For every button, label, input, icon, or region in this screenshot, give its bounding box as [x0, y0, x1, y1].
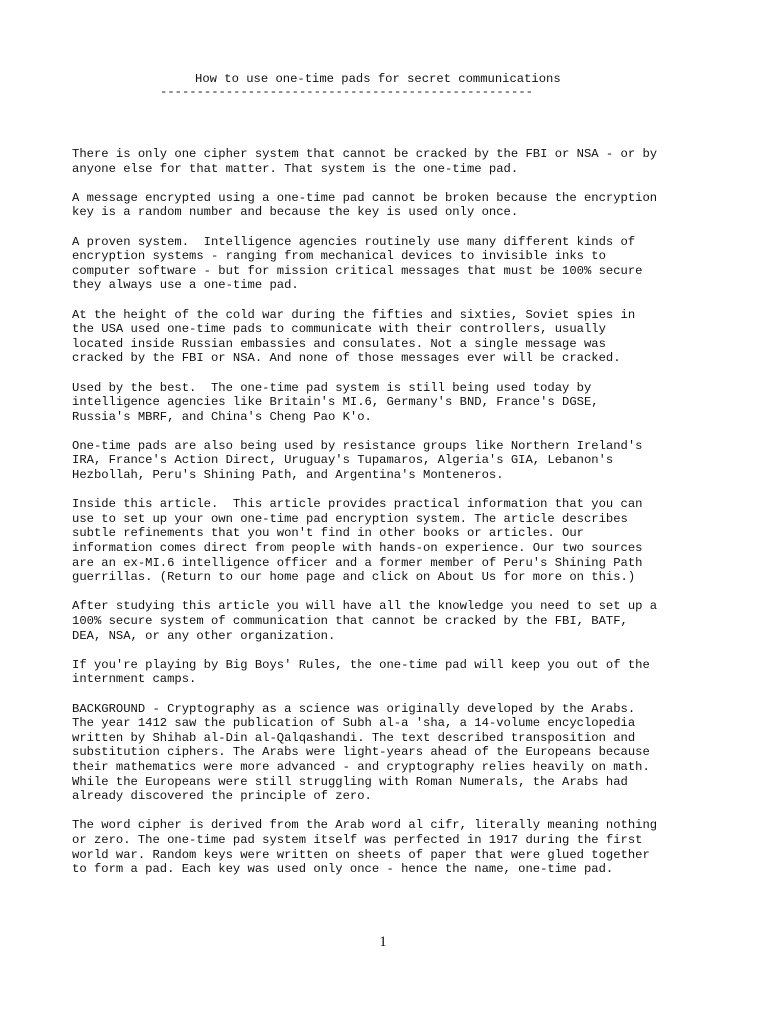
document-title: How to use one-time pads for secret communications [195, 72, 561, 86]
page-number-label: 1 [379, 934, 387, 950]
paragraph-inside-article: Inside this article. This article provides practical information that you can use to set up your own one-time pad encryption system. The article describes subtle refinements that you won't find in other books or articles. Our information comes direct from people with hands-on experience. Our two sources are an ex-MI.6 intelligence officer and a former member of Peru's Shining Path guerrillas. (Return to our home page and click on About Us for more on this.) [72, 497, 643, 585]
paragraph-used-by-best: Used by the best. The one-time pad system is still being used today by intelligence agencies like Britain's MI.6, Germany's BND, France's DGSE, Russia's MBRF, and China's Cheng Pao K'o. [72, 380, 599, 424]
page-number [0, 933, 768, 951]
paragraph-intro: There is only one cipher system that cannot be cracked by the FBI or NSA - or by anyone else for that matter. That system is the one-time pad. [72, 147, 658, 176]
paragraph-encryption: A message encrypted using a one-time pad cannot be broken because the encryption key is a random number and because the key is used only once. [72, 190, 658, 220]
article-body [72, 147, 692, 891]
paragraph-cold-war: At the height of the cold war during the fifties and sixties, Soviet spies in the USA used one-time pads to communicate with their controllers, usually located inside Russian embassies and consulates. Not a single message was cracked by the FBI or NSA. And none of those messages ever will be cracked. [72, 307, 636, 366]
paragraph-big-boys-rules: If you're playing by Big Boys' Rules, the one-time pad will keep you out of the internment camps. [72, 657, 650, 687]
paragraph-word-cipher: The word cipher is derived from the Arab word al cifr, literally meaning nothing or zero. The one-time pad system itself was perfected in 1917 during the first world war. Random keys were written on sheets of paper that were glued together to form a pad. Each key was used only once - hence the name, one-time pad. [72, 818, 658, 877]
paragraph-background: BACKGROUND - Cryptography as a science was originally developed by the Arabs. The year 1412 saw the publication of Subh al-a 'sha, a 14-volume encyclopedia written by Shihab al-Din al-Qalqashandi. The text described transposition and substitution ciphers. The Arabs were light-years ahead of the Europeans because their mathematics were more advanced - and cryptography relies heavily on math. While the Europeans were still struggling with Roman Numerals, the Arabs had already discovered the principle of zero. [72, 701, 650, 804]
paragraph-proven-system: A proven system. Intelligence agencies routinely use many different kinds of encryption systems - ranging from mechanical devices to invisible inks to computer software - but for mission critical messages that must be 100% secure they always use a one-time pad. [72, 234, 643, 293]
paragraph-resistance-groups: One-time pads are also being used by resistance groups like Northern Ireland's IRA, France's Action Direct, Uruguay's Tupamaros, Algeria's GIA, Lebanon's Hezbollah, Peru's Shining Path, and Argentina's Monteneros. [72, 438, 643, 483]
title-underline: --------------------------------------------------- [160, 85, 533, 99]
paragraph-after-studying: After studying this article you will have all the knowledge you need to set up a 100% secure system of communication that cannot be cracked by the FBI, BATF, DEA, NSA, or any other organization. [72, 599, 658, 643]
